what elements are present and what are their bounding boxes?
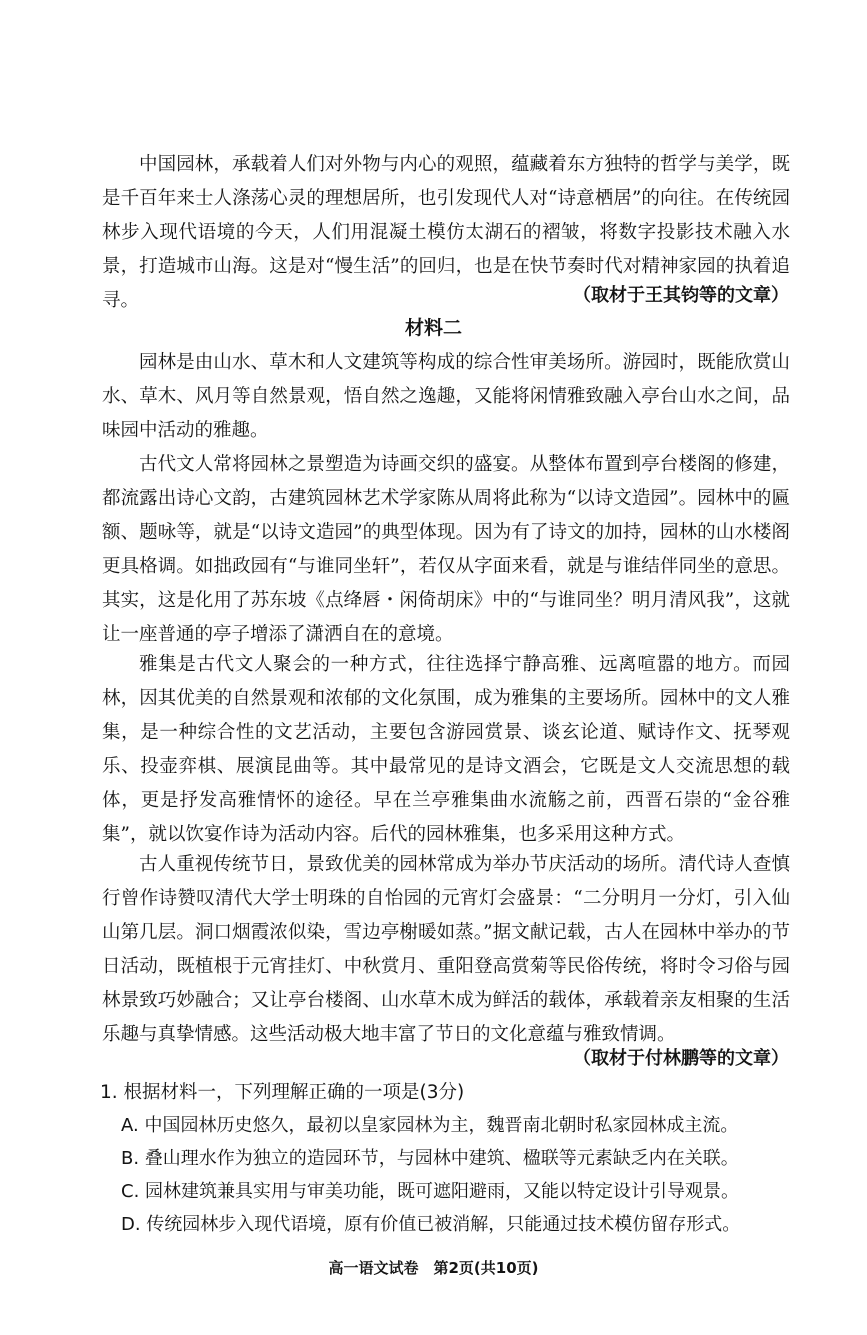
material1-source: （取材于王其钧等的文章） [573, 285, 789, 306]
question-1-option-b: B. 叠山理水作为独立的造园环节，与园林中建筑、楹联等元素缺乏内在关联。 [121, 1148, 739, 1169]
page-footer: 高一语文试卷 第2页(共10页) [328, 1259, 539, 1277]
material2-paragraph-4: 古人重视传统节日，景致优美的园林常成为举办节庆活动的场所。清代诗人查慎行曾作诗赞叹清代大学士明珠的自怡园的元宵灯会盛景：“二分明月一分灯，引入仙山第几层。洞口烟霞浓似染，雪边亭榭暖如蒸。”据文献记载，古人在园林中举办的节日活动，既植根于元宵挂灯、中秋赏月、重阳登高赏菊等民俗传统，将时令习俗与园林景致巧妙融合；又让亭台楼阁、山水草木成为鲜活的载体，承载着亲友相聚的生活乐趣与真挚情感。这些活动极大地丰富了节日的文化意蕴与雅致情调。 [102, 854, 790, 1045]
material2-paragraph-2: 古代文人常将园林之景塑造为诗画交织的盛宴。从整体布置到亭台楼阁的修建，都流露出诗心文韵，古建筑园林艺术学家陈从周将此称为“以诗文造园”。园林中的匾额、题咏等，就是“以诗文造园”的典型体现。因为有了诗文的加持，园林的山水楼阁更具格调。如拙政园有“与谁同坐轩”，若仅从字面来看，就是与谁结伴同坐的意思。其实，这是化用了苏东坡《点绛唇・闲倚胡床》中的“与谁同坐？明月清风我”，这就让一座普通的亭子增添了潇洒自在的意境。 [102, 454, 790, 645]
question-1-option-d: D. 传统园林步入现代语境，原有价值已被消解，只能通过技术模仿留存形式。 [121, 1214, 741, 1235]
question-1-option-c: C. 园林建筑兼具实用与审美功能，既可遮阳避雨，又能以特定设计引导观景。 [121, 1181, 740, 1202]
material1-paragraph: 中国园林，承载着人们对外物与内心的观照，蕴藏着东方独特的哲学与美学，既是千百年来士人涤荡心灵的理想居所，也引发现代人对“诗意栖居”的向往。在传统园林步入现代语境的今天，人们用混凝土模仿太湖石的褶皱，将数字投影技术融入水景，打造城市山海。这是对“慢生活”的回归，也是在快节奏时代对精神家园的执着追寻。 [102, 154, 790, 311]
material2-title: 材料二 [404, 317, 462, 339]
material2-paragraph-1: 园林是由山水、草木和人文建筑等构成的综合性审美场所。游园时，既能欣赏山水、草木、风月等自然景观，悟自然之逸趣，又能将闲情雅致融入亭台山水之间，品味园中活动的雅趣。 [102, 352, 790, 441]
question-1-stem: 1. 根据材料一，下列理解正确的一项是(3分) [100, 1082, 465, 1103]
material2-source: （取材于付林鹏等的文章） [573, 1048, 789, 1069]
question-1-option-a: A. 中国园林历史悠久，最初以皇家园林为主，魏晋南北朝时私家园林成主流。 [121, 1115, 739, 1136]
material2-paragraph-3: 雅集是古代文人聚会的一种方式，往往选择宁静高雅、远离喧嚣的地方。而园林，因其优美的自然景观和浓郁的文化氛围，成为雅集的主要场所。园林中的文人雅集，是一种综合性的文艺活动，主要包含游园赏景、谈玄论道、赋诗作文、抚琴观乐、投壶弈棋、展演昆曲等。其中最常见的是诗文酒会，它既是文人交流思想的载体，更是抒发高雅情怀的途径。早在兰亭雅集曲水流觞之前，西晋石崇的“金谷雅集”，就以饮宴作诗为活动内容。后代的园林雅集，也多采用这种方式。 [102, 654, 790, 845]
